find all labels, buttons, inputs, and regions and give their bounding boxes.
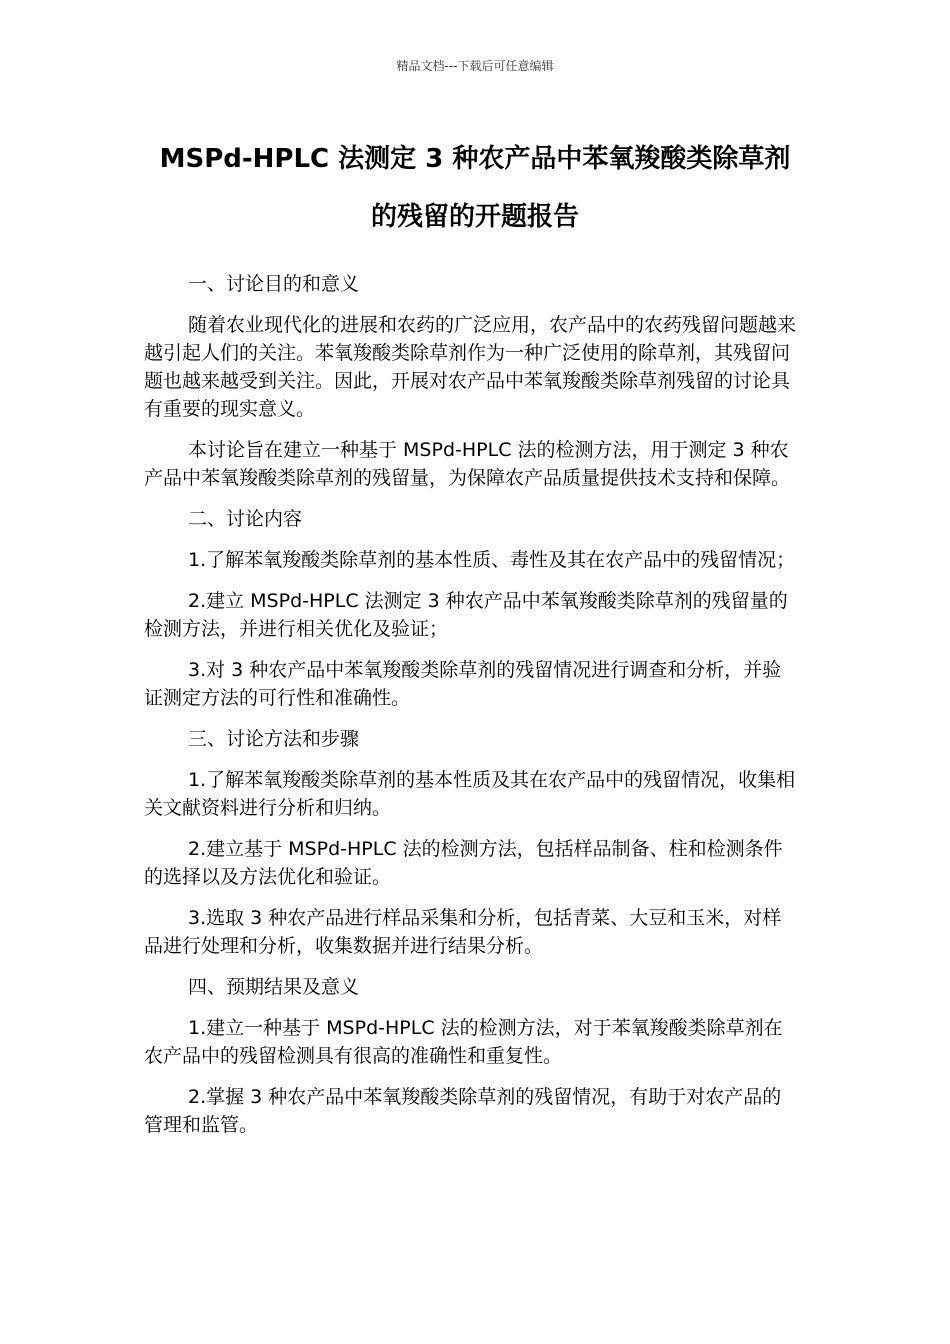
paragraph: 1.建立一种基于 MSPd-HPLC 法的检测方法，对于苯氧羧酸类除草剂在农产品中的残留检测具有很高的准确性和重复性。: [144, 1017, 783, 1067]
paragraph: 1.了解苯氧羧酸类除草剂的基本性质、毒性及其在农产品中的残留情况；: [188, 549, 796, 571]
document-body: [144, 270, 796, 1152]
paragraph: 2.建立 MSPd-HPLC 法测定 3 种农产品中苯氧羧酸类除草剂的残留量的检测方法，并进行相关优化及验证；: [144, 590, 788, 640]
paragraph: 3.选取 3 种农产品进行样品采集和分析，包括青菜、大豆和玉米，对样品进行处理和分析，收集数据并进行结果分析。: [144, 907, 782, 957]
section-heading-1: 一、讨论目的和意义: [188, 273, 360, 295]
paragraph: 本讨论旨在建立一种基于 MSPd-HPLC 法的检测方法，用于测定 3 种农产品中苯氧羧酸类除草剂的残留量，为保障农产品质量提供技术支持和保障。: [144, 439, 791, 489]
section-heading-3: 三、讨论方法和步骤: [188, 728, 360, 750]
paragraph: 1.了解苯氧羧酸类除草剂的基本性质及其在农产品中的残留情况，收集相关文献资料进行分析和归纳。: [144, 769, 796, 819]
section-heading-2: 二、讨论内容: [188, 508, 303, 530]
document-title-line-1: MSPd-HPLC 法测定 3 种农产品中苯氧羧酸类除草剂: [159, 144, 791, 174]
paragraph: 2.建立基于 MSPd-HPLC 法的检测方法，包括样品制备、柱和检测条件的选择以及方法优化和验证。: [144, 838, 783, 888]
paragraph: 随着农业现代化的进展和农药的广泛应用，农产品中的农药残留问题越来越引起人们的关注。苯氧羧酸类除草剂作为一种广泛使用的除草剂，其残留问题也越来越受到关注。因此，开展对农产品中苯氧羧酸类除草剂残留的讨论具有重要的现实意义。: [144, 314, 797, 420]
document-title-line-2: 的残留的开题报告: [370, 202, 579, 232]
paragraph: 2.掌握 3 种农产品中苯氧羧酸类除草剂的残留情况，有助于对农产品的管理和监管。: [144, 1086, 782, 1136]
section-heading-4: 四、预期结果及意义: [188, 976, 360, 998]
paragraph: 3.对 3 种农产品中苯氧羧酸类除草剂的残留情况进行调查和分析，并验证测定方法的可行性和准确性。: [144, 659, 782, 709]
header-note: 精品文档---下载后可任意编辑: [396, 59, 554, 73]
